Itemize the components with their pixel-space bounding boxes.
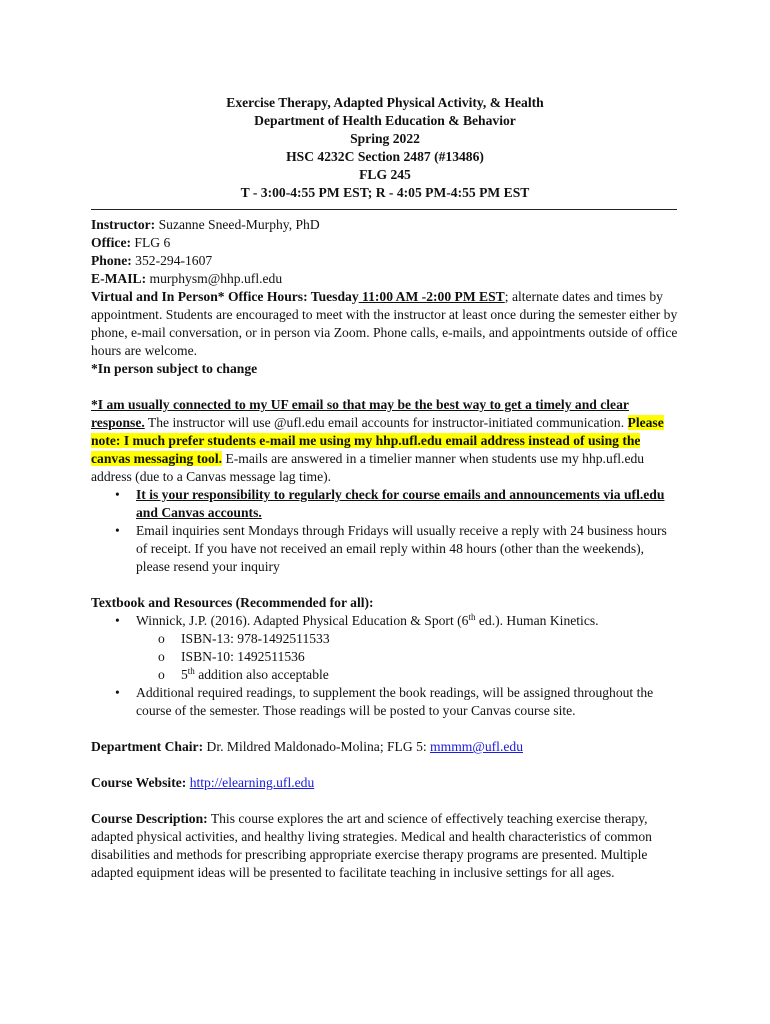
meeting-times: T - 3:00-4:55 PM EST; R - 4:05 PM-4:55 PM EST (240, 185, 530, 200)
list-item: • It is your responsibility to regularly check for course emails and announcements via ufl.edu and Canvas accounts. (91, 486, 679, 522)
isbn-list (136, 630, 679, 684)
office-hours-time: 11:00 AM -2:00 PM EST (358, 289, 505, 304)
list-item: • Winnick, J.P. (2016). Adapted Physical Education & Sport (6th ed.). Human Kinetics. o ISBN-13: 978-1492511533 o ISBN-10: 1492511536 o 5th addition also acceptable (91, 612, 679, 684)
header-divider (91, 209, 677, 210)
term: Spring 2022 (350, 131, 420, 146)
course-website-link[interactable]: http://elearning.ufl.edu (189, 775, 315, 790)
chair-email-link[interactable]: mmmm@ufl.edu (430, 739, 523, 754)
department-name: Department of Health Education & Behavior (254, 113, 516, 128)
course-website: Course Website: http://elearning.ufl.edu (91, 775, 315, 790)
course-description: Course Description: This course explores the art and science of effectively teaching exercise therapy, adapted physical activities, and healthy living strategies. Medical and health characteristics of common disabilities and methods for prescribing appropriate exercise therapy programs are presented. Multiple adapted equipment ideas will be presented to facilitate teaching in inclusive settings for all ages. (91, 811, 652, 880)
office-hours: Virtual and In Person* Office Hours: Tuesday 11:00 AM -2:00 PM EST; alternate dates and times by appointment. Students are encouraged to meet with the instructor at least once during the semester either by phone, e-mail conversation, or in person via Zoom. Phone calls, e-mails, and appointments outside of office hours are welcome. (91, 289, 678, 358)
course-header (91, 94, 679, 202)
list-item: • Email inquiries sent Mondays through Fridays will usually receive a reply with 24 business hours of receipt. If you have not received an email reply within 48 hours (other than the weekends), please resend your inquiry (91, 522, 679, 576)
textbook-list (91, 612, 679, 720)
list-item: o 5th addition also acceptable (91, 666, 679, 684)
list-item: • Additional required readings, to supplement the book readings, will be assigned throughout the course of the semester. Those readings will be posted to your Canvas course site. (91, 684, 679, 720)
department-chair: Department Chair: Dr. Mildred Maldonado-Molina; FLG 5: mmmm@ufl.edu (91, 739, 523, 754)
phone-line: Phone: 352-294-1607 (91, 253, 213, 268)
course-section: HSC 4232C Section 2487 (#13486) (286, 149, 484, 164)
course-title: Exercise Therapy, Adapted Physical Activity, & Health (226, 95, 544, 110)
room: FLG 245 (359, 167, 411, 182)
syllabus-content (91, 94, 679, 882)
email-line: E-MAIL: murphysm@hhp.ufl.edu (91, 271, 283, 286)
list-item: o ISBN-13: 978-1492511533 (91, 630, 679, 648)
in-person-note: *In person subject to change (91, 361, 258, 376)
list-item: o ISBN-10: 1492511536 (91, 648, 679, 666)
email-policy-list (91, 486, 679, 576)
instructor-line: Instructor: Suzanne Sneed-Murphy, PhD (91, 217, 320, 232)
textbook-heading: Textbook and Resources (Recommended for all): (91, 595, 374, 610)
office-line: Office: FLG 6 (91, 235, 171, 250)
highlighted-note: Please note: I much prefer students e-mail me using my hhp.ufl.edu email address instead of using the canvas messaging tool. (91, 415, 664, 466)
email-policy: *I am usually connected to my UF email so that may be the best way to get a timely and clear response. The instructor will use @ufl.edu email accounts for instructor-initiated communication. Please note: I much prefer students e-mail me using my hhp.ufl.edu email address instead of using the canvas messaging tool. E-mails are answered in a timelier manner when students use my hhp.ufl.edu address (due to a Canvas message lag time). (91, 397, 664, 484)
